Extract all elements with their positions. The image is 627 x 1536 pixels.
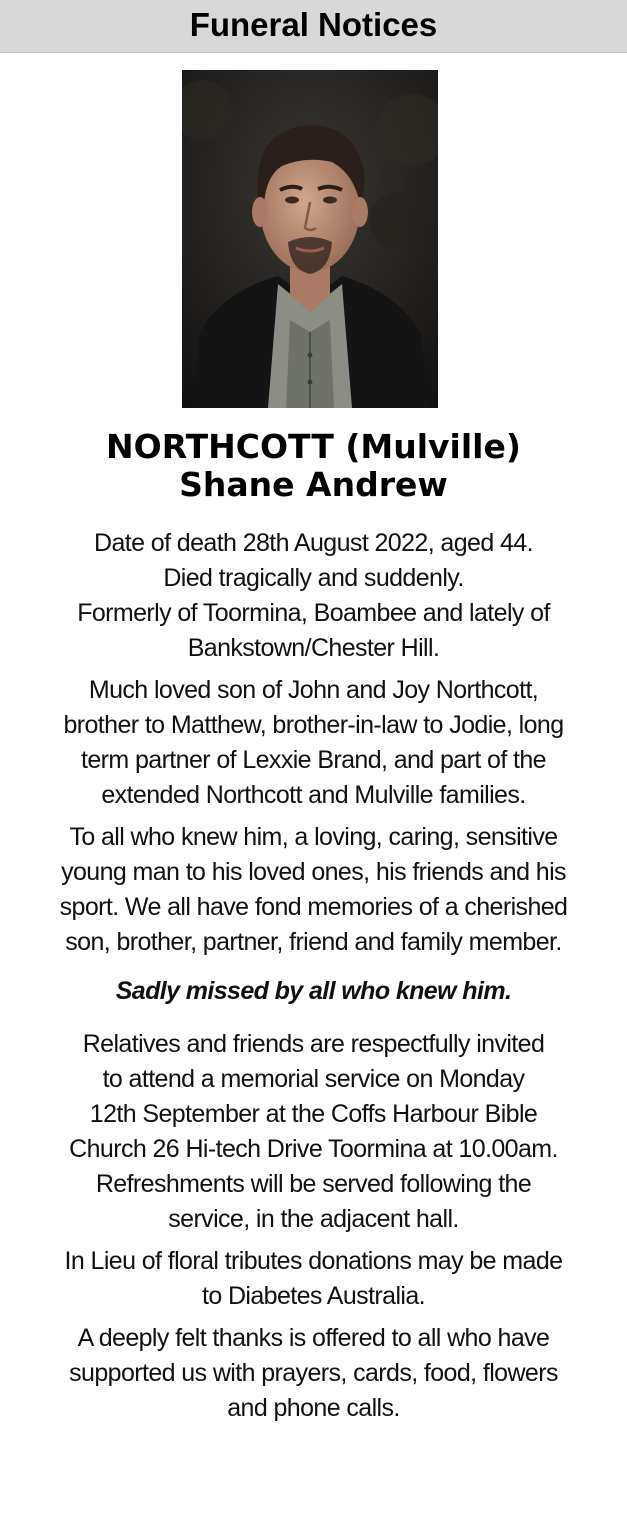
text-line: to Diabetes Australia. <box>201 1282 426 1310</box>
header-bar <box>0 0 627 53</box>
text-line: son, brother, partner, friend and family member. <box>65 928 562 956</box>
text-line: Much loved son of John and Joy Northcott, <box>88 676 539 704</box>
death-details-paragraph <box>4 526 623 666</box>
text-line: To all who knew him, a loving, caring, sensitive <box>69 823 558 851</box>
text-line: young man to his loved ones, his friends and his <box>61 858 566 886</box>
text-line: Bankstown/Chester Hill. <box>187 634 440 662</box>
text-line: Relatives and friends are respectfully invited <box>82 1030 545 1058</box>
text-line: to attend a memorial service on Monday <box>102 1065 525 1093</box>
thanks-paragraph <box>4 1321 623 1426</box>
text-line: Date of death 28th August 2022, aged 44. <box>94 529 533 557</box>
tribute-paragraph <box>4 820 623 960</box>
donations-paragraph <box>4 1244 623 1314</box>
portrait-photo <box>182 70 438 408</box>
text-line: sport. We all have fond memories of a cherished <box>59 893 568 921</box>
text-line: supported us with prayers, cards, food, flowers <box>69 1359 558 1387</box>
sadly-missed-line: Sadly missed by all who knew him. <box>115 977 512 1005</box>
text-line: extended Northcott and Mulville families. <box>101 781 526 809</box>
text-line: Died tragically and suddenly. <box>163 564 464 592</box>
family-paragraph <box>4 673 623 813</box>
text-line: A deeply felt thanks is offered to all who have <box>77 1324 550 1352</box>
text-line: term partner of Lexxie Brand, and part of the <box>81 746 546 774</box>
text-line: Church 26 Hi-tech Drive Toormina at 10.00am. <box>69 1135 558 1163</box>
text-line: In Lieu of floral tributes donations may be made <box>64 1247 563 1275</box>
page-title: Funeral Notices <box>189 6 438 43</box>
text-line: Refreshments will be served following the <box>95 1170 532 1198</box>
deceased-name <box>0 428 627 504</box>
text-line: brother to Matthew, brother-in-law to Jodie, long <box>63 711 564 739</box>
portrait-icon <box>182 70 438 408</box>
service-paragraph <box>4 1027 623 1237</box>
text-line: Formerly of Toormina, Boambee and lately of <box>77 599 550 627</box>
notice-body <box>4 526 623 1433</box>
surname-heading: NORTHCOTT (Mulville) <box>106 427 521 466</box>
text-line: service, in the adjacent hall. <box>168 1205 459 1233</box>
text-line: 12th September at the Coffs Harbour Bible <box>89 1100 538 1128</box>
given-names-heading: Shane Andrew <box>179 465 448 504</box>
text-line: and phone calls. <box>227 1394 400 1422</box>
